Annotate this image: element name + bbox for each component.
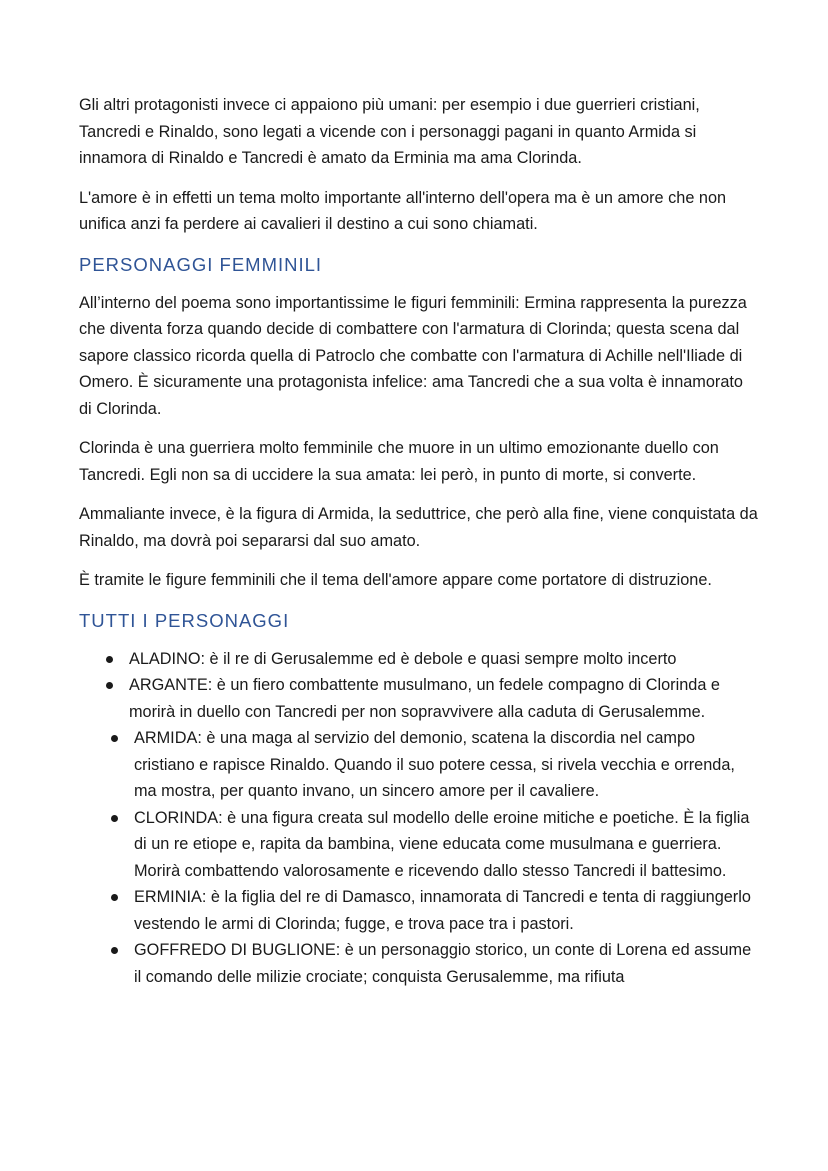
list-item bbox=[79, 646, 758, 673]
bullet-icon bbox=[111, 894, 118, 901]
bullet-icon bbox=[106, 682, 113, 689]
list-item-text: GOFFREDO DI BUGLIONE: è un personaggio storico, un conte di Lorena ed assume il comando delle milizie crociate; conquista Gerusalemme, ma rifiuta bbox=[134, 941, 752, 986]
section1-paragraph-4: È tramite le figure femminili che il tema dell'amore appare come portatore di distruzione. bbox=[79, 571, 712, 589]
bullet-icon bbox=[111, 815, 118, 822]
list-item bbox=[79, 805, 758, 885]
list-item-text: ERMINIA: è la figlia del re di Damasco, innamorata di Tancredi e tenta di raggiungerlo vestendo le armi di Clorinda; fugge, e trova pace tra i pastori. bbox=[134, 888, 751, 933]
character-list bbox=[79, 646, 758, 991]
intro-paragraph-2: L'amore è in effetti un tema molto importante all'interno dell'opera ma è un amore che non unifica anzi fa perdere ai cavalieri il destino a cui sono chiamati. bbox=[79, 188, 727, 233]
section-heading-all-characters: TUTTI I PERSONAGGI bbox=[79, 609, 290, 631]
section-heading-female-characters: PERSONAGGI FEMMINILI bbox=[79, 253, 323, 275]
list-item bbox=[79, 725, 758, 805]
list-item bbox=[79, 672, 758, 725]
section1-paragraph-3: Ammaliante invece, è la figura di Armida, la seduttrice, che però alla fine, viene conquistata da Rinaldo, ma dovrà poi separarsi dal suo amato. bbox=[79, 505, 758, 550]
list-item-text: CLORINDA: è una figura creata sul modello delle eroine mitiche e poetiche. È la figlia di un re etiope e, rapita da bambina, viene educata come musulmana e guerriera. Morirà combattendo valorosamente e ricevendo dallo stesso Tancredi il battesimo. bbox=[134, 808, 750, 880]
list-item-text: ALADINO: è il re di Gerusalemme ed è debole e quasi sempre molto incerto bbox=[129, 649, 677, 668]
section1-paragraph-1: All’interno del poema sono importantissime le figuri femminili: Ermina rappresenta la purezza che diventa forza quando decide di combattere con l'armatura di Clorinda; questa scena dal sapore classico ricorda quella di Patroclo che combatte con l'armatura di Achille nell'Iliade di Omero. È sicuramente una protagonista infelice: ama Tancredi che a sua volta è innamorato di Clorinda. bbox=[79, 293, 747, 418]
list-item-text: ARMIDA: è una maga al servizio del demonio, scatena la discordia nel campo cristiano e rapisce Rinaldo. Quando il suo potere cessa, si rivela vecchia e orrenda, ma mostra, per quanto invano, un sincero amore per il cavaliere. bbox=[134, 729, 735, 800]
list-item bbox=[79, 937, 758, 990]
section1-paragraph-2: Clorinda è una guerriera molto femminile che muore in un ultimo emozionante duello con Tancredi. Egli non sa di uccidere la sua amata: lei però, in punto di morte, si converte. bbox=[79, 439, 719, 484]
intro-paragraph-1: Gli altri protagonisti invece ci appaiono più umani: per esempio i due guerrieri cristiani, Tancredi e Rinaldo, sono legati a vicende con i personaggi pagani in quanto Armida si innamora di Rinaldo e Tancredi è amato da Erminia ma ama Clorinda. bbox=[79, 96, 700, 167]
list-item bbox=[79, 884, 758, 937]
list-item-text: ARGANTE: è un fiero combattente musulmano, un fedele compagno di Clorinda e morirà in duello con Tancredi per non sopravvivere alla caduta di Gerusalemme. bbox=[129, 676, 720, 721]
bullet-icon bbox=[111, 947, 118, 954]
bullet-icon bbox=[106, 656, 113, 663]
bullet-icon bbox=[111, 735, 118, 742]
